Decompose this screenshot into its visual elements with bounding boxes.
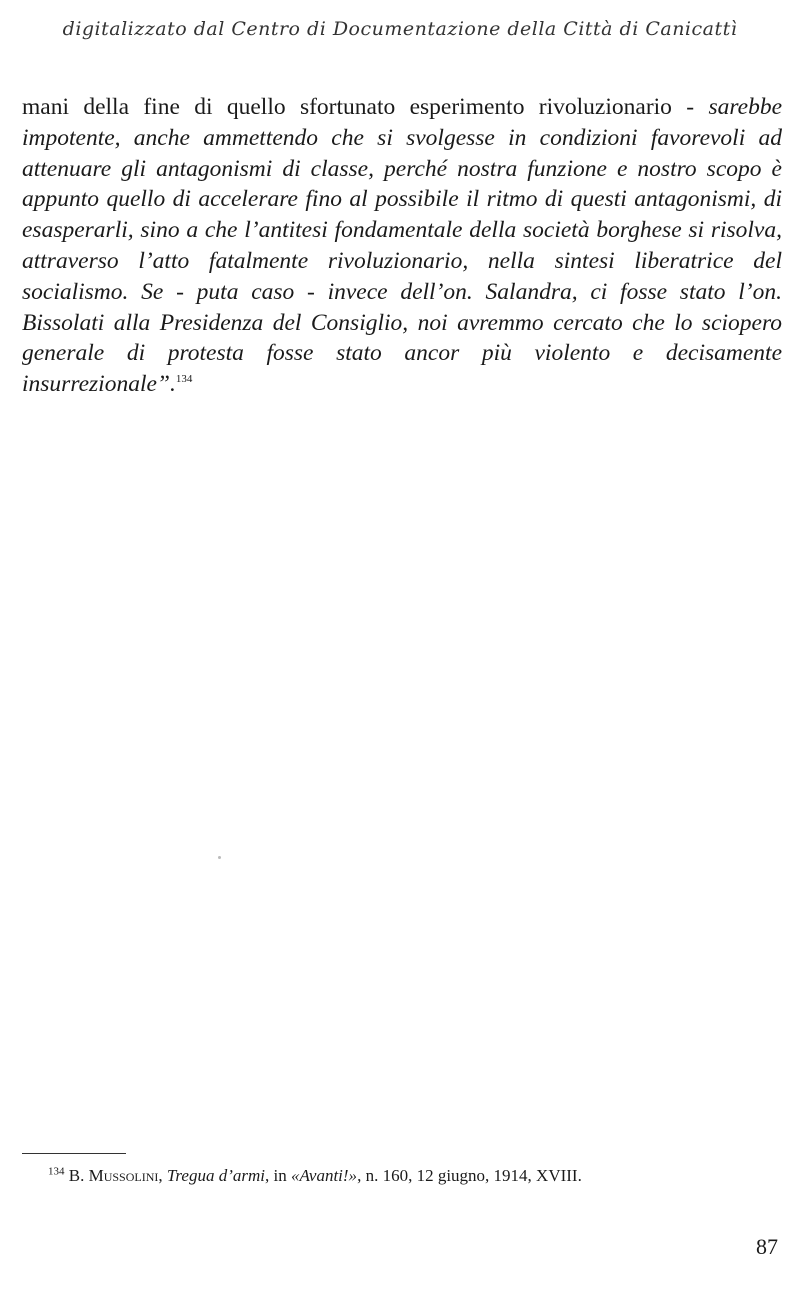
page-number: 87 — [756, 1234, 778, 1259]
footnote-number: 134 — [48, 1165, 65, 1178]
footnote-details: , n. 160, 12 giugno, 1914, XVIII. — [357, 1166, 582, 1185]
footnote-divider — [22, 1153, 126, 1154]
scan-speck — [218, 856, 221, 859]
paragraph-roman-text: mani della fine di quello sfortunato esperimento rivoluzionario - — [22, 94, 709, 120]
footnote-sep2: , in — [264, 1166, 291, 1185]
footnote-initial: B. — [68, 1166, 89, 1185]
paragraph-italic-quote: sarebbe impotente, anche ammettendo che si svolgesse in condizioni favorevoli ad attenuare gli antagonismi di classe, perché nostra funzione e nostro scopo è appunto quello di accelerare fino al possibile il ritmo di questi antagonismi, di esasperarli, sino a che l’antitesi fondamentale della società borghese si risolva, attraverso l’atto fatalmente rivoluzionario, nella sintesi liberatrice del socialismo. Se - puta caso - invece dell’on. Salandra, ci fosse stato l’on. Bissolati alla Presidenza del Consiglio, noi avremmo cercato che lo sciopero generale di protesta fosse stato ancor più violento e decisamente insurrezionale”. — [22, 94, 782, 398]
footnote-reference[interactable]: 134 — [175, 373, 193, 386]
footnote-author: Mussolini — [88, 1166, 159, 1185]
footnote-sep1: , — [158, 1166, 167, 1185]
footnote-journal: «Avanti!» — [290, 1166, 358, 1185]
watermark: digitalizzato dal Centro di Documentazione della Città di Canicattì — [62, 18, 738, 40]
footnote-title: Tregua d’armi — [166, 1166, 265, 1185]
body-paragraph — [22, 92, 782, 400]
footnote — [48, 1166, 582, 1186]
